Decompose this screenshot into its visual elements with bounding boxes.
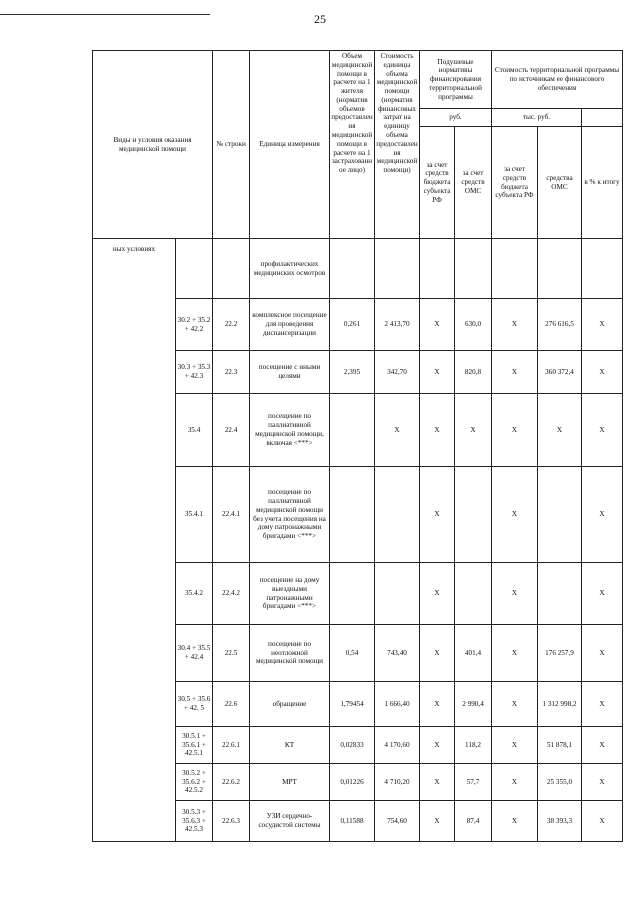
total-budget-cell bbox=[492, 239, 538, 299]
total-budget-cell: X bbox=[492, 351, 538, 394]
total-oms-cell: X bbox=[538, 394, 582, 467]
condition-cell: ных условиях bbox=[93, 239, 176, 842]
volume-cell: 0,261 bbox=[330, 299, 375, 351]
line-number-cell: 22.6.3 bbox=[213, 801, 250, 842]
header-cost: Стоимость единицы объема медицинской помощи (норматив финансовых затрат на единицу объема предоставления медицинской помощи) bbox=[375, 51, 420, 239]
header-row-no: № строки bbox=[213, 51, 250, 239]
total-budget-cell: X bbox=[492, 625, 538, 682]
percap-oms-cell: 2 990,4 bbox=[455, 682, 492, 727]
percap-oms-cell bbox=[455, 563, 492, 625]
code-cell: 30.5 + 35.6 + 42. 5 bbox=[176, 682, 213, 727]
percap-budget-cell: X bbox=[420, 394, 455, 467]
line-number-cell: 22.4 bbox=[213, 394, 250, 467]
code-cell: 35.4 bbox=[176, 394, 213, 467]
percap-oms-cell: 401,4 bbox=[455, 625, 492, 682]
header-sub-budget: за счет средств бюджета субъекта РФ bbox=[420, 127, 455, 239]
header-unit-rub: руб. bbox=[420, 109, 492, 127]
code-cell: 30.5.3 + 35.6.3 + 42.5.3 bbox=[176, 801, 213, 842]
total-oms-cell: 1 312 998,2 bbox=[538, 682, 582, 727]
total-budget-cell: X bbox=[492, 299, 538, 351]
total-oms-cell: 360 372,4 bbox=[538, 351, 582, 394]
percap-budget-cell: X bbox=[420, 625, 455, 682]
volume-cell: 0,01226 bbox=[330, 764, 375, 801]
total-oms-cell: 51 878,1 bbox=[538, 727, 582, 764]
percap-budget-cell: X bbox=[420, 563, 455, 625]
percent-cell bbox=[582, 239, 623, 299]
volume-cell: 0,11588 bbox=[330, 801, 375, 842]
financing-table bbox=[92, 50, 623, 842]
header-kinds: Виды и условия оказания медицинской помощи bbox=[93, 51, 213, 239]
header-total: Стоимость территориальной программы по источникам ее финансового обеспечения bbox=[492, 51, 623, 109]
unit-cell: посещение по паллиативной медицинской помощи, включая <***> bbox=[250, 394, 330, 467]
unit-cell: посещение по паллиативной медицинской помощи без учета посещения на дому патронажными бригадами <***> bbox=[250, 467, 330, 563]
header-unit: Единица измерения bbox=[250, 51, 330, 239]
percent-cell: X bbox=[582, 727, 623, 764]
cost-cell: 342,70 bbox=[375, 351, 420, 394]
percap-budget-cell: X bbox=[420, 351, 455, 394]
header-sub-oms2: средства ОМС bbox=[538, 127, 582, 239]
volume-cell: 1,79454 bbox=[330, 682, 375, 727]
total-oms-cell bbox=[538, 239, 582, 299]
line-number-cell: 22.3 bbox=[213, 351, 250, 394]
line-number-cell: 22.5 bbox=[213, 625, 250, 682]
total-oms-cell: 176 257,9 bbox=[538, 625, 582, 682]
percap-budget-cell bbox=[420, 239, 455, 299]
percent-cell: X bbox=[582, 682, 623, 727]
header-sub-percent: в % к итогу bbox=[582, 127, 623, 239]
percap-oms-cell: X bbox=[455, 394, 492, 467]
percap-budget-cell: X bbox=[420, 801, 455, 842]
line-number-cell bbox=[213, 239, 250, 299]
line-number-cell: 22.6.1 bbox=[213, 727, 250, 764]
volume-cell: 0,02833 bbox=[330, 727, 375, 764]
unit-cell: МРТ bbox=[250, 764, 330, 801]
cost-cell: 754,60 bbox=[375, 801, 420, 842]
percent-cell: X bbox=[582, 467, 623, 563]
page-number: 25 bbox=[314, 12, 326, 26]
cost-cell: X bbox=[375, 394, 420, 467]
cost-cell bbox=[375, 467, 420, 563]
unit-cell: посещение по неотложной медицинской помощи bbox=[250, 625, 330, 682]
line-number-cell: 22.2 bbox=[213, 299, 250, 351]
total-oms-cell bbox=[538, 467, 582, 563]
header-empty-cell bbox=[582, 109, 623, 127]
total-oms-cell: 276 616,5 bbox=[538, 299, 582, 351]
unit-cell: КТ bbox=[250, 727, 330, 764]
volume-cell: 0,54 bbox=[330, 625, 375, 682]
total-budget-cell: X bbox=[492, 801, 538, 842]
percent-cell: X bbox=[582, 299, 623, 351]
percap-oms-cell: 57,7 bbox=[455, 764, 492, 801]
header-sub-oms: за счет средств ОМС bbox=[455, 127, 492, 239]
line-number-cell: 22.6.2 bbox=[213, 764, 250, 801]
code-cell: 30.5.1 + 35.6.1 + 42.5.1 bbox=[176, 727, 213, 764]
total-budget-cell: X bbox=[492, 394, 538, 467]
total-budget-cell: X bbox=[492, 467, 538, 563]
percap-oms-cell: 820,8 bbox=[455, 351, 492, 394]
percap-budget-cell: X bbox=[420, 467, 455, 563]
percent-cell: X bbox=[582, 625, 623, 682]
unit-cell: комплексное посещение для проведения диспансеризации bbox=[250, 299, 330, 351]
header-volume: Объем медицинской помощи в расчете на 1 жителя (норматив объемов предоставления медицинской помощи в расчете на 1 застрахованное лицо) bbox=[330, 51, 375, 239]
percap-budget-cell: X bbox=[420, 682, 455, 727]
volume-cell bbox=[330, 563, 375, 625]
code-cell bbox=[176, 239, 213, 299]
percap-oms-cell bbox=[455, 467, 492, 563]
unit-cell: обращение bbox=[250, 682, 330, 727]
code-cell: 35.4.2 bbox=[176, 563, 213, 625]
percap-oms-cell: 118,2 bbox=[455, 727, 492, 764]
percap-oms-cell: 87,4 bbox=[455, 801, 492, 842]
code-cell: 30.4 + 35.5 + 42.4 bbox=[176, 625, 213, 682]
code-cell: 30.5.2 + 35.6.2 + 42.5.2 bbox=[176, 764, 213, 801]
volume-cell bbox=[330, 394, 375, 467]
code-cell: 30.3 + 35.3 + 42.3 bbox=[176, 351, 213, 394]
line-number-cell: 22.4.2 bbox=[213, 563, 250, 625]
cost-cell: 743,40 bbox=[375, 625, 420, 682]
volume-cell bbox=[330, 239, 375, 299]
total-budget-cell: X bbox=[492, 682, 538, 727]
cost-cell: 2 413,70 bbox=[375, 299, 420, 351]
percent-cell: X bbox=[582, 801, 623, 842]
percap-budget-cell: X bbox=[420, 727, 455, 764]
percap-budget-cell: X bbox=[420, 299, 455, 351]
total-oms-cell: 38 393,3 bbox=[538, 801, 582, 842]
total-oms-cell bbox=[538, 563, 582, 625]
percent-cell: X bbox=[582, 351, 623, 394]
cost-cell bbox=[375, 239, 420, 299]
code-cell: 35.4.1 bbox=[176, 467, 213, 563]
cost-cell: 4 710,20 bbox=[375, 764, 420, 801]
header-sub-budget2: за счет средств бюджета субъекта РФ bbox=[492, 127, 538, 239]
cost-cell bbox=[375, 563, 420, 625]
unit-cell: УЗИ сердечно-сосудистой системы bbox=[250, 801, 330, 842]
volume-cell bbox=[330, 467, 375, 563]
cost-cell: 1 666,40 bbox=[375, 682, 420, 727]
percap-budget-cell: X bbox=[420, 764, 455, 801]
total-oms-cell: 25 355,0 bbox=[538, 764, 582, 801]
line-number-cell: 22.4.1 bbox=[213, 467, 250, 563]
code-cell: 30.2 + 35.2 + 42.2 bbox=[176, 299, 213, 351]
unit-cell: профилактических медицинских осмотров bbox=[250, 239, 330, 299]
total-budget-cell: X bbox=[492, 764, 538, 801]
percent-cell: X bbox=[582, 764, 623, 801]
header-percap: Подушевые нормативы финансирования территориальной программы bbox=[420, 51, 492, 109]
total-budget-cell: X bbox=[492, 563, 538, 625]
table-row bbox=[93, 239, 623, 299]
header-unit-thousand: тыс. руб. bbox=[492, 109, 582, 127]
total-budget-cell: X bbox=[492, 727, 538, 764]
line-number-cell: 22.6 bbox=[213, 682, 250, 727]
unit-cell: посещение на дому выездными патронажными бригадами <***> bbox=[250, 563, 330, 625]
percap-oms-cell: 630,0 bbox=[455, 299, 492, 351]
volume-cell: 2,395 bbox=[330, 351, 375, 394]
unit-cell: посещение с иными целями bbox=[250, 351, 330, 394]
cost-cell: 4 170,60 bbox=[375, 727, 420, 764]
percent-cell: X bbox=[582, 563, 623, 625]
percap-oms-cell bbox=[455, 239, 492, 299]
percent-cell: X bbox=[582, 394, 623, 467]
